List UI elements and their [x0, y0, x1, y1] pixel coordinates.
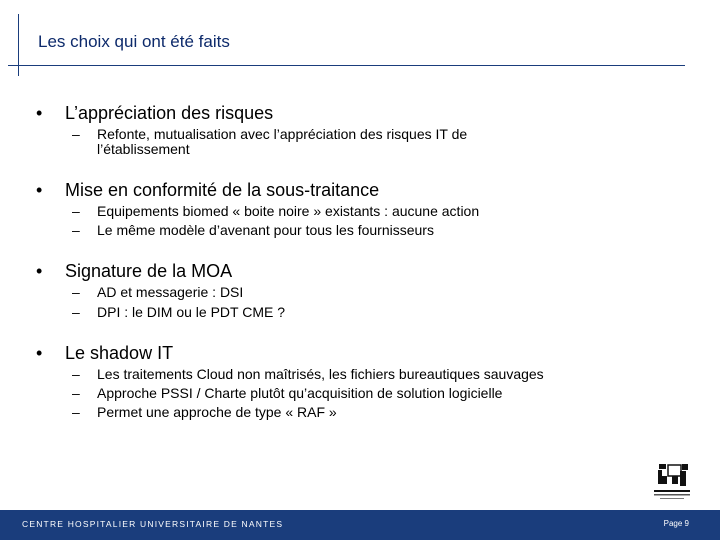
dash-icon: –: [72, 284, 80, 300]
dash-icon: –: [72, 203, 80, 219]
sub-text: Equipements biomed « boite noire » existants : aucune action: [97, 203, 480, 219]
sub-text: Approche PSSI / Charte plutôt qu’acquisition de solution logicielle: [97, 385, 503, 401]
dash-icon: –: [72, 222, 80, 238]
sub-text: Refonte, mutualisation avec l’appréciation des risques IT de: [97, 126, 468, 142]
dash-icon: –: [72, 366, 80, 382]
bullet-text: L’appréciation des risques: [65, 103, 274, 123]
page-number: Page 9: [663, 519, 689, 528]
bullet-text: Signature de la MOA: [65, 261, 233, 281]
dash-icon: –: [72, 304, 80, 320]
slide-title: Les choix qui ont été faits: [38, 32, 230, 51]
title-vertical-rule: [18, 14, 19, 76]
footer-organization: CENTRE HOSPITALIER UNIVERSITAIRE DE NANTES: [22, 519, 284, 529]
dash-icon: –: [72, 385, 80, 401]
bullet-text: Le shadow IT: [65, 343, 174, 363]
dash-icon: –: [72, 126, 80, 142]
sub-text: l’établissement: [97, 141, 190, 157]
sub-text: Les traitements Cloud non maîtrisés, les fichiers bureautiques sauvages: [97, 366, 544, 382]
bullet-icon: •: [36, 261, 43, 281]
footer-bar: [0, 510, 720, 540]
bullet-icon: •: [36, 180, 43, 200]
chu-nantes-logo-icon: [650, 462, 694, 504]
sub-text: Le même modèle d’avenant pour tous les fournisseurs: [97, 222, 434, 238]
title-horizontal-rule: [8, 65, 685, 66]
bullet-icon: •: [36, 103, 43, 123]
sub-text: AD et messagerie : DSI: [97, 284, 244, 300]
sub-text: Permet une approche de type « RAF »: [97, 404, 337, 420]
bullet-text: Mise en conformité de la sous-traitance: [65, 180, 380, 200]
sub-text: DPI : le DIM ou le PDT CME ?: [97, 304, 286, 320]
bullet-icon: •: [36, 343, 43, 363]
dash-icon: –: [72, 404, 80, 420]
